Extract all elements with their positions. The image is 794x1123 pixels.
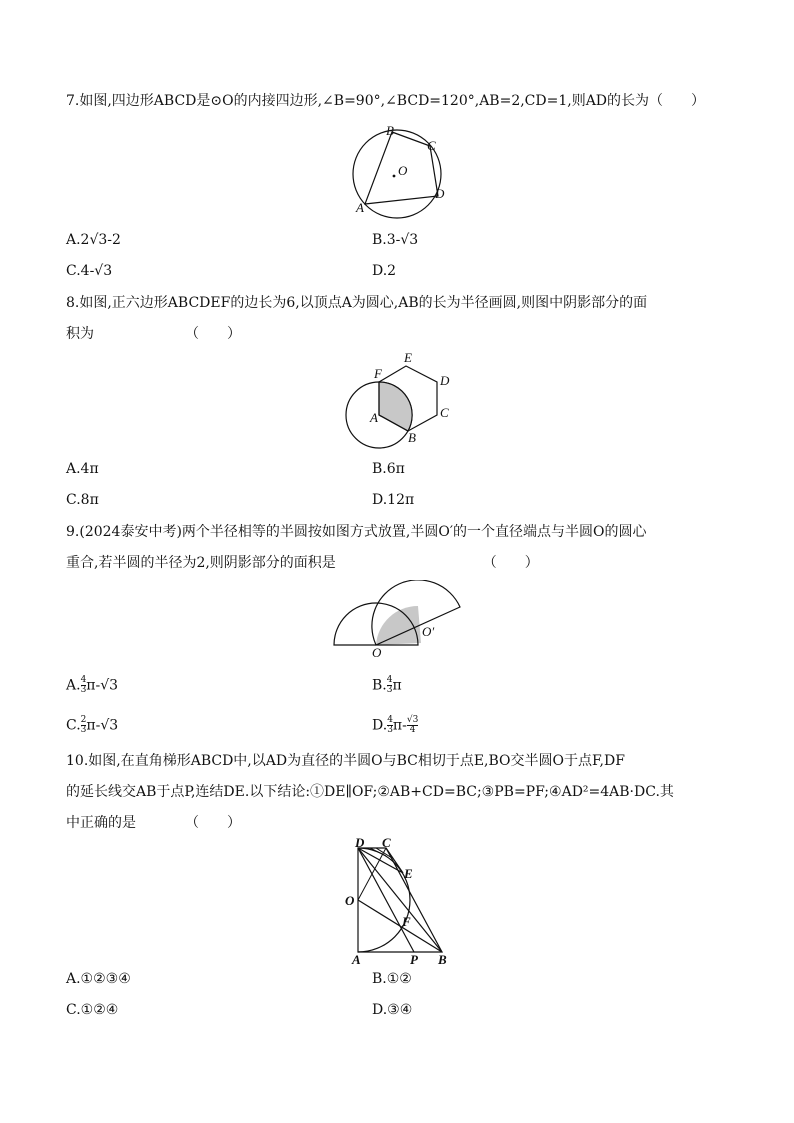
q8-option-a: A.4π <box>66 461 99 477</box>
q9-option-b: B. $\frac{4}{3}$ π <box>372 675 402 695</box>
label-o: O <box>398 163 408 178</box>
label-c: C <box>440 405 449 420</box>
question-8-stem-line1: 8.如图,正六边形ABCDEF的边长为6,以顶点A为圆心,AB的长为半径画圆,则图中阴影部分的面 <box>66 295 648 311</box>
label-a: A <box>370 410 378 425</box>
question-9-stem-line2: 重合,若半圆的半径为2,则阴影部分的面积是 （ ） <box>66 555 539 571</box>
question-10-stem-line2: 的延长线交AB于点P,连结DE.以下结论:①DE∥OF;②AB+CD=BC;③PB=PF;④AD²=4AB·DC.其 <box>66 784 674 800</box>
label-c: C <box>382 836 391 850</box>
q7-option-a: A.2√3-2 <box>66 232 121 248</box>
q8-option-b: B.6π <box>372 461 405 477</box>
label-b: B <box>386 123 394 138</box>
label-e: E <box>404 350 412 365</box>
question-9-figure <box>328 580 468 660</box>
label-b: B <box>408 430 416 445</box>
label-f: F <box>402 914 411 929</box>
question-9-stem-line1: 9.(2024泰安中考)两个半径相等的半圆按如图方式放置,半圆O′的一个直径端点与半圆O的圆心 <box>66 524 647 540</box>
q7-option-b: B.3-√3 <box>372 232 419 248</box>
question-10-figure <box>340 836 460 968</box>
q8-option-d: D.12π <box>372 492 415 508</box>
q9-option-a: A. $\frac{4}{3}$ π-√3 <box>66 675 119 695</box>
q9-option-d: D. $\frac{4}{3}$ π- $\frac{√3}{4}$ <box>372 715 419 735</box>
label-p: P <box>410 952 418 967</box>
label-d: D <box>440 373 450 388</box>
label-d: D <box>435 186 445 201</box>
question-8-figure <box>340 350 460 450</box>
q10-option-a: A.①②③④ <box>66 971 131 987</box>
label-e: E <box>404 866 413 881</box>
label-a: A <box>356 200 364 215</box>
label-b: B <box>438 952 447 967</box>
q10-option-c: C.①②④ <box>66 1002 119 1018</box>
label-a: A <box>352 952 361 967</box>
question-10-stem-line3: 中正确的是 （ ） <box>66 815 241 831</box>
label-o: O <box>345 893 355 908</box>
label-c: C <box>427 138 436 153</box>
segment-db <box>358 848 442 952</box>
q8-option-c: C.8π <box>66 492 99 508</box>
q10-option-b: B.①② <box>372 971 412 987</box>
q9-option-c: C. $\frac{2}{3}$ π-√3 <box>66 715 119 735</box>
segment-ce <box>386 848 403 873</box>
q7-option-c: C.4-√3 <box>66 263 113 279</box>
q7-option-d: D.2 <box>372 263 397 279</box>
label-f: F <box>374 366 382 381</box>
question-10-stem-line1: 10.如图,在直角梯形ABCD中,以AD为直径的半圆O与BC相切于点E,BO交半圆O于点F,DF <box>66 753 625 769</box>
shaded-region <box>376 606 421 645</box>
center-point <box>393 175 396 178</box>
label-d: D <box>355 836 365 850</box>
question-7-stem: 7.如图,四边形ABCD是⊙O的内接四边形,∠B=90°,∠BCD=120°,AB=2,CD=1,则AD的长为（ ） <box>66 93 706 109</box>
label-o-prime: O′ <box>422 624 435 639</box>
q10-option-d: D.③④ <box>372 1002 413 1018</box>
question-8-stem-line2: 积为 （ ） <box>66 326 241 342</box>
label-o: O <box>372 645 382 660</box>
question-7-figure <box>350 122 450 222</box>
